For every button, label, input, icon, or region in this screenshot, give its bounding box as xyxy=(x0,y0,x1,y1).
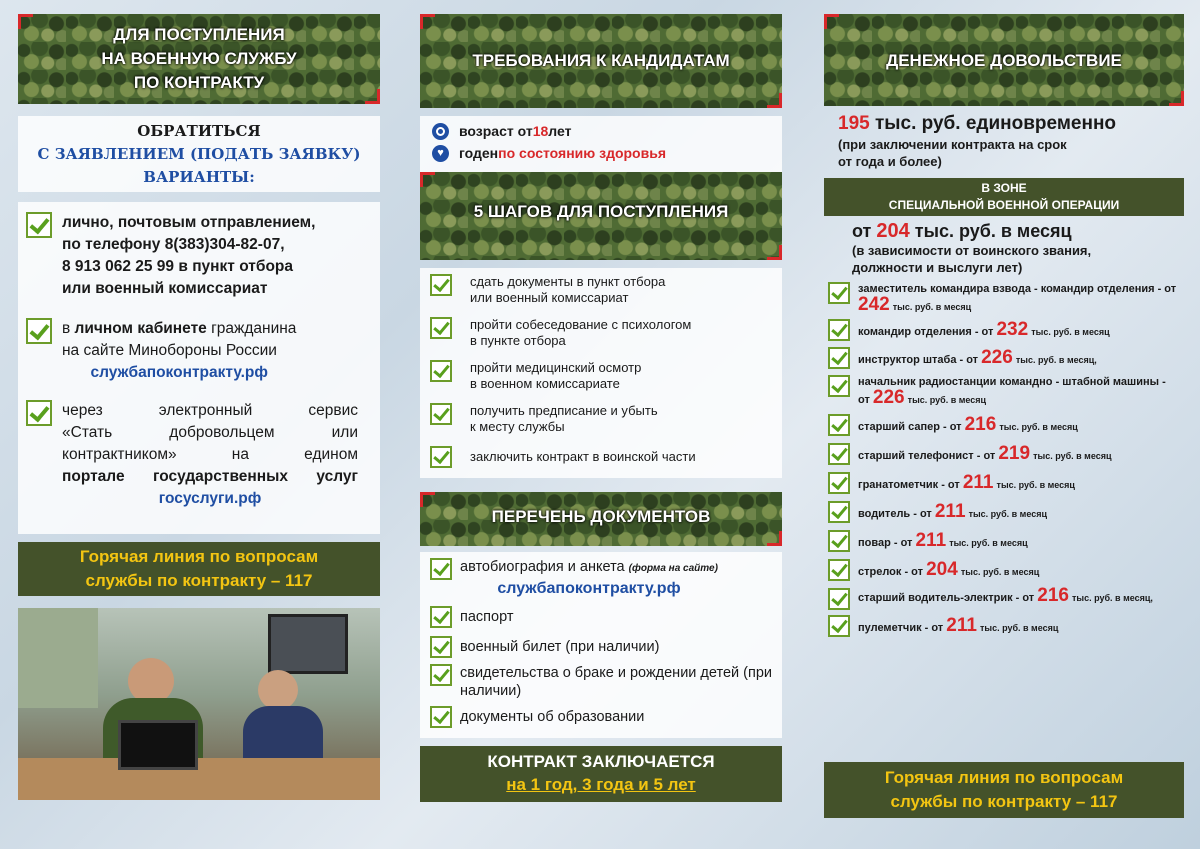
option-text: через электронный сервис xyxy=(62,402,358,419)
hotline-line: службы по контракту – 117 xyxy=(85,571,313,590)
steps-title: 5 ШАГОВ ДЛЯ ПОСТУПЛЕНИЯ xyxy=(473,202,729,221)
desk xyxy=(18,758,380,800)
checkbox-icon xyxy=(430,606,452,628)
option-text: контрактником» на едином xyxy=(62,446,358,463)
hotline-line: Горячая линия по вопросам xyxy=(884,768,1124,787)
checkbox-icon xyxy=(828,472,850,494)
documents-header xyxy=(420,492,782,546)
checkbox-icon xyxy=(430,360,452,382)
lump-sum: 195 тыс. руб. единовременно (при заключении контракта на срок от года и более) xyxy=(838,113,1117,169)
candidate-head xyxy=(258,670,298,710)
checkbox-icon xyxy=(828,530,850,552)
checkbox-icon xyxy=(828,615,850,637)
column-apply xyxy=(18,14,380,800)
monthly-pay: от 204 тыс. руб. в месяц (в зависимости от воинского звания, должности и выслуги лет) xyxy=(852,220,1092,275)
steps-header xyxy=(420,172,782,260)
apply-subtitle: С ЗАЯВЛЕНИЕМ (ПОДАТЬ ЗАЯВКУ) xyxy=(37,145,361,163)
column-pay xyxy=(824,14,1184,811)
clock-icon xyxy=(432,123,449,140)
option-gosuslugi xyxy=(26,400,368,510)
step-item: сдать документы в пункт отбора или военный комиссариат xyxy=(430,274,772,306)
checkbox-icon xyxy=(828,347,850,369)
step-item: получить предписание и убыть к месту службы xyxy=(430,403,772,435)
position-item: начальник радиостанции командно - штабной машины - от 226 тыс. руб. в месяц xyxy=(828,375,1180,408)
column-requirements xyxy=(420,14,782,802)
checkbox-icon xyxy=(26,318,52,344)
document-item: автобиография и анкета (форма на сайте) службапоконтракту.рф xyxy=(430,558,772,600)
apply-header xyxy=(18,14,380,104)
option-phone: по телефону 8(383)304-82-07, xyxy=(62,236,285,253)
position-item: старший телефонист - от 219 тыс. руб. в месяц xyxy=(828,443,1180,467)
monthly-pay-value: 204 xyxy=(876,220,910,242)
checkbox-icon xyxy=(26,400,52,426)
position-item: старший сапер - от 216 тыс. руб. в месяц xyxy=(828,414,1180,438)
checkbox-icon xyxy=(430,403,452,425)
checkbox-icon xyxy=(828,588,850,610)
apply-header-line: НА ВОЕННУЮ СЛУЖБУ xyxy=(101,49,297,68)
pay-title: ДЕНЕЖНОЕ ДОВОЛЬСТВИЕ xyxy=(886,51,1122,70)
option-text: или военный комиссариат xyxy=(62,280,268,297)
contract-banner xyxy=(420,746,782,802)
checkbox-icon xyxy=(430,274,452,296)
hotline-line: Горячая линия по вопросам xyxy=(79,547,319,566)
apply-header-line: ДЛЯ ПОСТУПЛЕНИЯ xyxy=(113,25,285,44)
contract-terms: на 1 год, 3 года и 5 лет xyxy=(506,775,696,794)
site-link[interactable]: службапоконтракту.рф xyxy=(497,580,681,597)
pay-header xyxy=(824,14,1184,106)
position-item: старший водитель-электрик - от 216 тыс. руб. в месяц, xyxy=(828,588,1180,610)
checkbox-icon xyxy=(430,636,452,658)
contract-title: КОНТРАКТ ЗАКЛЮЧАЕТСЯ xyxy=(487,752,715,771)
option-text: «Стать добровольцем или xyxy=(62,424,358,441)
position-item: инструктор штаба - от 226 тыс. руб. в месяц, xyxy=(828,347,1180,371)
checkbox-icon xyxy=(430,446,452,468)
checkbox-icon xyxy=(26,212,52,238)
req-age: возраст от 18 лет xyxy=(432,120,770,142)
documents-title: ПЕРЕЧЕНЬ ДОКУМЕНТОВ xyxy=(491,507,711,526)
checkbox-icon xyxy=(828,443,850,465)
step-item: пройти собеседование с психологом в пункте отбора xyxy=(430,317,772,349)
site-link[interactable]: службапоконтракту.рф xyxy=(90,364,268,381)
step-item: заключить контракт в воинской части xyxy=(430,446,772,468)
tv-screen xyxy=(268,614,348,674)
special-operation-banner: В ЗОНЕ СПЕЦИАЛЬНОЙ ВОЕННОЙ ОПЕРАЦИИ xyxy=(824,178,1184,216)
apply-title: ОБРАТИТЬСЯ xyxy=(137,122,261,140)
checkbox-icon xyxy=(828,375,850,397)
position-item: водитель - от 211 тыс. руб. в месяц xyxy=(828,501,1180,525)
hotline-banner xyxy=(18,542,380,596)
documents-panel xyxy=(420,552,782,738)
option-text: лично, почтовым отправлением, xyxy=(62,214,316,231)
lump-sum-value: 195 xyxy=(838,113,870,134)
option-text: в личном кабинете гражданина xyxy=(62,320,297,337)
checkbox-icon xyxy=(828,414,850,436)
document-item: документы об образовании xyxy=(430,706,772,728)
laptop xyxy=(118,720,198,770)
gosuslugi-link[interactable]: госуслуги.рф xyxy=(158,490,262,507)
position-item: командир отделения - от 232 тыс. руб. в месяц xyxy=(828,319,1180,343)
req-health: ♥ годен по состоянию здоровья xyxy=(432,142,770,164)
apply-title-panel xyxy=(18,116,380,192)
position-item: повар - от 211 тыс. руб. в месяц xyxy=(828,530,1180,554)
document-item: военный билет (при наличии) xyxy=(430,636,772,658)
option-text: портале государственных услуг xyxy=(62,468,358,485)
position-item: пулеметчик - от 211 тыс. руб. в месяц xyxy=(828,615,1180,639)
document-item: паспорт xyxy=(430,606,772,628)
option-in-person xyxy=(26,212,368,300)
requirements-title: ТРЕБОВАНИЯ К КАНДИДАТАМ xyxy=(472,51,730,70)
requirements-header xyxy=(420,14,782,108)
apply-variants-label: ВАРИАНТЫ: xyxy=(143,168,255,186)
position-item: заместитель командира взвода - командир отделения - от 242 тыс. руб. в месяц xyxy=(828,282,1180,315)
requirements-panel xyxy=(420,116,782,172)
option-text: 8 913 062 25 99 в пункт отбора xyxy=(62,258,293,275)
checkbox-icon xyxy=(430,706,452,728)
positions-list xyxy=(824,276,1184,639)
checkbox-icon xyxy=(430,558,452,580)
step-item: пройти медицинский осмотр в военном комиссариате xyxy=(430,360,772,392)
min-age: 18 xyxy=(532,123,549,139)
recruitment-office-photo xyxy=(18,608,380,800)
apply-header-line: ПО КОНТРАКТУ xyxy=(133,73,265,92)
document-item: свидетельства о браке и рождении детей (при наличии) xyxy=(430,664,772,700)
checkbox-icon xyxy=(828,501,850,523)
checkbox-icon xyxy=(828,282,850,304)
checkbox-icon xyxy=(430,317,452,339)
option-text: на сайте Минобороны России xyxy=(62,342,277,359)
wall-poster xyxy=(18,608,98,708)
checkbox-icon xyxy=(828,319,850,341)
apply-options-panel xyxy=(18,202,380,534)
option-personal-cabinet xyxy=(26,318,368,384)
hotline-line: службы по контракту – 117 xyxy=(890,792,1118,811)
steps-panel xyxy=(420,268,782,478)
hotline-banner xyxy=(824,762,1184,818)
checkbox-icon xyxy=(430,664,452,686)
position-item: гранатометчик - от 211 тыс. руб. в месяц xyxy=(828,472,1180,496)
heart-icon: ♥ xyxy=(432,145,449,162)
checkbox-icon xyxy=(828,559,850,581)
position-item: стрелок - от 204 тыс. руб. в месяц xyxy=(828,559,1180,583)
